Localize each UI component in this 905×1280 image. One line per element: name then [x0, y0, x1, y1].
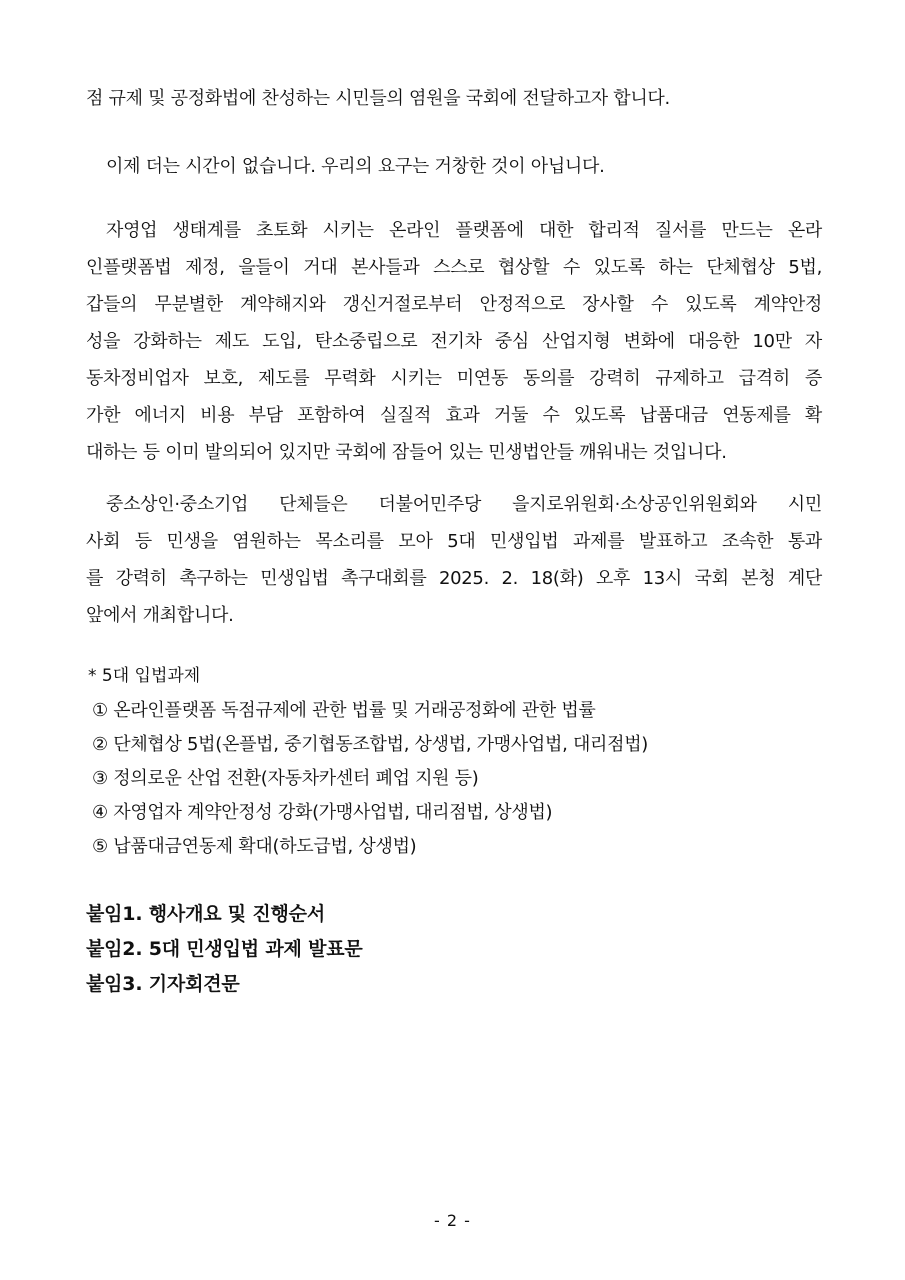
paragraph-line: 를 강력히 촉구하는 민생입법 촉구대회를 2025. 2. 18(화) 오후 13시 국회 본청 계단: [86, 568, 822, 589]
paragraph-line: 점 규제 및 공정화법에 찬성하는 시민들의 염원을 국회에 전달하고자 합니다.: [86, 88, 670, 109]
task-item: ② 단체협상 5법(온플법, 중기협동조합법, 상생법, 가맹사업법, 대리점법): [92, 734, 649, 755]
paragraph-line: 앞에서 개최합니다.: [86, 605, 234, 626]
paragraph-line: 중소상인·중소기업 단체들은 더불어민주당 을지로위원회·소상공인위원회와 시민: [106, 494, 822, 515]
task-item: ① 온라인플랫폼 독점규제에 관한 법률 및 거래공정화에 관한 법률: [92, 700, 596, 721]
paragraph-line: 자영업 생태계를 초토화 시키는 온라인 플랫폼에 대한 합리적 질서를 만드는 온라: [106, 220, 822, 241]
paragraph-line: 성을 강화하는 제도 도입, 탄소중립으로 전기차 중심 산업지형 변화에 대응한 10만 자: [86, 331, 822, 352]
attachment-item: 붙임2. 5대 민생입법 과제 발표문: [86, 938, 363, 960]
page-number: - 2 -: [434, 1211, 471, 1230]
tasks-heading: * 5대 입법과제: [88, 666, 201, 686]
paragraph-line: 대하는 등 이미 발의되어 있지만 국회에 잠들어 있는 민생법안들 깨워내는 것입니다.: [86, 442, 727, 463]
attachment-item: 붙임3. 기자회견문: [86, 973, 240, 995]
paragraph-line: 사회 등 민생을 염원하는 목소리를 모아 5대 민생입법 과제를 발표하고 조속한 통과: [86, 531, 822, 552]
paragraph-line: 이제 더는 시간이 없습니다. 우리의 요구는 거창한 것이 아닙니다.: [106, 156, 605, 177]
attachment-item: 붙임1. 행사개요 및 진행순서: [86, 903, 325, 925]
paragraph-line: 가한 에너지 비용 부담 포함하여 실질적 효과 거둘 수 있도록 납품대금 연동제를 확: [86, 405, 822, 426]
paragraph-line: 동차정비업자 보호, 제도를 무력화 시키는 미연동 동의를 강력히 규제하고 급격히 증: [86, 368, 822, 389]
task-item: ③ 정의로운 산업 전환(자동차카센터 폐업 지원 등): [92, 768, 479, 789]
paragraph-line: 인플랫폼법 제정, 을들이 거대 본사들과 스스로 협상할 수 있도록 하는 단체협상 5법,: [86, 257, 822, 278]
task-item: ④ 자영업자 계약안정성 강화(가맹사업법, 대리점법, 상생법): [92, 802, 553, 823]
task-item: ⑤ 납품대금연동제 확대(하도급법, 상생법): [92, 836, 417, 857]
paragraph-line: 갑들의 무분별한 계약해지와 갱신거절로부터 안정적으로 장사할 수 있도록 계약안정: [86, 294, 822, 315]
